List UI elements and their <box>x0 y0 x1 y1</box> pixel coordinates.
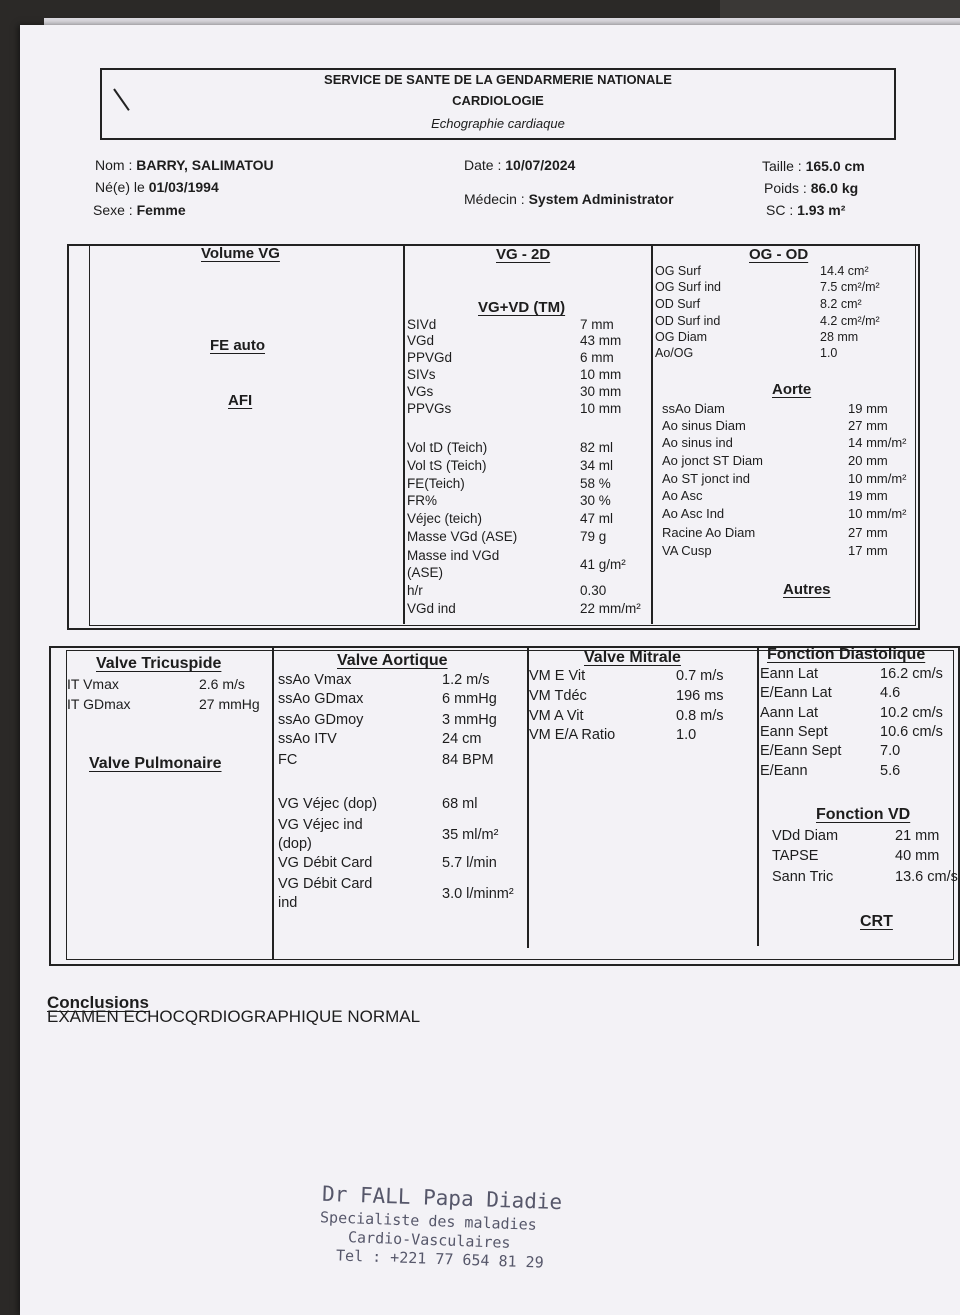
measure-value: 2.6 m/s <box>199 676 245 692</box>
measure-value: 16.2 cm/s <box>880 666 943 682</box>
measure-value: 5.6 <box>880 763 901 779</box>
measure-label: VG Débit Card <box>278 876 373 892</box>
header-exam-type: Echographie cardiaque <box>431 116 565 131</box>
measure-label-cont: ind <box>278 895 298 911</box>
measure-label: FR% <box>407 493 437 508</box>
measure-label: Véjec (teich) <box>407 511 483 526</box>
measure-label: VGd <box>407 333 435 348</box>
section-subtitle-vg-vd-tm: VG+VD (TM) <box>478 299 566 316</box>
measure-label: Ao jonct ST Diam <box>662 453 763 468</box>
measure-value: 14.4 cm² <box>820 264 869 278</box>
section-title-crt: CRT <box>860 913 893 930</box>
measure-label: VM Tdéc <box>529 688 587 704</box>
measure-value: 19 mm <box>848 401 888 416</box>
measure-label: ssAo GDmoy <box>278 712 364 728</box>
measure-label: PPVGs <box>407 401 452 416</box>
measure-value: 27 mm <box>848 418 888 433</box>
measure-label: Vol tD (Teich) <box>407 440 488 455</box>
measure-label: E/Eann <box>760 763 808 779</box>
measure-value: 4.2 cm²/m² <box>820 314 880 328</box>
conclusions-text: EXAMEN ECHOCQRDIOGRAPHIQUE NORMAL <box>47 1007 421 1026</box>
measure-label: Ao Asc Ind <box>662 506 725 521</box>
measure-label: ssAo Diam <box>662 401 725 416</box>
measure-value: 47 ml <box>580 511 614 526</box>
measure-label: VM E/A Ratio <box>529 727 616 743</box>
measure-label: OD Surf <box>655 297 701 311</box>
measure-value: 1.2 m/s <box>442 672 490 688</box>
measure-value: 30 % <box>580 493 611 508</box>
measure-value: 35 ml/m² <box>442 826 499 843</box>
section-title-valve-tricuspide: Valve Tricuspide <box>96 655 222 672</box>
measure-value: 30 mm <box>580 384 622 399</box>
measure-label: FC <box>278 752 298 768</box>
measure-value: 27 mm <box>848 525 888 540</box>
section-title-volume-vg: Volume VG <box>201 245 280 262</box>
measure-value: 21 mm <box>895 828 940 844</box>
section-title-fonction-diastolique: Fonction Diastolique <box>767 646 926 663</box>
section-title-aorte: Aorte <box>772 381 812 398</box>
measure-label: ssAo GDmax <box>278 691 364 707</box>
measure-value: 8.2 cm² <box>820 297 862 311</box>
measure-value: 82 ml <box>580 440 614 455</box>
measure-value: 10 mm <box>580 367 622 382</box>
measure-value: 10 mm <box>580 401 622 416</box>
measure-label: VGd ind <box>407 601 456 616</box>
measure-label: E/Eann Sept <box>760 743 842 759</box>
measure-value: 19 mm <box>848 488 888 503</box>
measure-label: PPVGd <box>407 350 453 365</box>
measure-value: 17 mm <box>848 543 888 558</box>
measure-label: OD Surf ind <box>655 314 721 328</box>
measure-label: h/r <box>407 583 423 598</box>
patient-birthdate: Né(e) le 01/03/1994 <box>95 179 219 195</box>
measure-value: 10 mm/m² <box>848 506 907 521</box>
measure-label: IT GDmax <box>67 696 131 712</box>
measure-label: IT Vmax <box>67 676 119 692</box>
measure-label: VG Véjec ind <box>278 817 363 833</box>
header-service: SERVICE DE SANTE DE LA GENDARMERIE NATIONALE <box>324 72 672 87</box>
measure-label: Ao sinus Diam <box>662 418 746 433</box>
section-title-fonction-vd: Fonction VD <box>816 806 911 823</box>
measure-label: Masse VGd (ASE) <box>407 529 518 544</box>
measure-value: 40 mm <box>895 848 940 864</box>
measure-value: 20 mm <box>848 453 888 468</box>
measure-value: 7.0 <box>880 743 901 759</box>
patient-weight: Poids : 86.0 kg <box>764 180 859 196</box>
measure-value: 43 mm <box>580 333 622 348</box>
measure-value: 0.7 m/s <box>676 668 724 684</box>
measure-label: VDd Diam <box>772 828 839 844</box>
measure-value: 68 ml <box>442 796 478 812</box>
measure-value: 10.2 cm/s <box>880 705 943 721</box>
physician: Médecin : System Administrator <box>464 191 674 207</box>
measure-label: VG Véjec (dop) <box>278 796 378 812</box>
measure-value: 24 cm <box>442 731 482 747</box>
measure-value: 1.0 <box>820 346 838 360</box>
measure-label: VM A Vit <box>529 708 584 724</box>
divider <box>651 246 653 624</box>
measure-label: Ao/OG <box>655 346 694 360</box>
measure-label: Ao Asc <box>662 488 703 503</box>
section-title-valve-aortique: Valve Aortique <box>337 652 448 669</box>
conclusions-title: Conclusions <box>47 993 150 1012</box>
stamp-doctor-name: Dr FALL Papa Diadie <box>321 1181 563 1215</box>
section-title-vg-2d: VG - 2D <box>496 246 551 263</box>
measure-value: 10 mm/m² <box>848 471 907 486</box>
measure-label: Masse ind VGd <box>407 548 500 563</box>
measure-label-cont: (ASE) <box>407 565 444 580</box>
measure-label: Ao ST jonct ind <box>662 471 750 486</box>
measure-label-cont: (dop) <box>278 836 312 852</box>
report-header <box>100 68 896 140</box>
section-title-autres: Autres <box>783 581 831 598</box>
section-title-og-od: OG - OD <box>749 246 809 263</box>
measure-value: 3.0 l/minm² <box>442 885 514 902</box>
measure-value: 0.8 m/s <box>676 708 724 724</box>
patient-sex: Sexe : Femme <box>93 202 186 218</box>
patient-name: Nom : BARRY, SALIMATOU <box>95 157 274 173</box>
exam-date: Date : 10/07/2024 <box>464 157 576 173</box>
measure-value: 84 BPM <box>442 752 494 768</box>
measure-label: Sann Tric <box>772 869 834 885</box>
patient-body-surface: SC : 1.93 m² <box>766 202 846 218</box>
measure-label: Vol tS (Teich) <box>407 458 487 473</box>
patient-height: Taille : 165.0 cm <box>762 158 865 174</box>
measure-value: 14 mm/m² <box>848 435 907 450</box>
measure-value: 6 mm <box>580 350 614 365</box>
measure-label: SIVd <box>407 317 437 332</box>
measure-value: 7.5 cm²/m² <box>820 280 880 294</box>
measure-label: VM E Vit <box>529 668 586 684</box>
header-department: CARDIOLOGIE <box>452 93 544 108</box>
measure-value: 0.30 <box>580 583 607 598</box>
measure-value: 27 mmHg <box>199 696 260 712</box>
measure-value: 4.6 <box>880 685 901 701</box>
measure-label: Ao sinus ind <box>662 435 733 450</box>
measure-label: ssAo Vmax <box>278 672 352 688</box>
measure-label: Eann Lat <box>760 666 819 682</box>
measure-value: 13.6 cm/s <box>895 869 958 885</box>
fe-auto-label: FE auto <box>210 337 265 354</box>
measure-value: 28 mm <box>820 330 859 344</box>
measure-value: 41 g/m² <box>580 556 626 572</box>
measure-label: OG Surf <box>655 264 701 278</box>
stamp-specialty-2: Cardio-Vasculaires <box>347 1228 511 1252</box>
measure-label: OG Diam <box>655 330 708 344</box>
measure-label: Racine Ao Diam <box>662 525 756 540</box>
measure-label: TAPSE <box>772 848 819 864</box>
measure-value: 5.7 l/min <box>442 855 497 871</box>
measure-label: VGs <box>407 384 434 399</box>
section-title-valve-pulmonaire: Valve Pulmonaire <box>89 755 222 772</box>
section-title-valve-mitrale: Valve Mitrale <box>584 649 681 666</box>
measure-value: 7 mm <box>580 317 614 332</box>
divider <box>272 648 274 960</box>
measure-label: OG Surf ind <box>655 280 721 294</box>
stamp-specialty: Specialiste des maladies <box>319 1208 537 1234</box>
afi-label: AFI <box>228 392 253 409</box>
measure-label: SIVs <box>407 367 436 382</box>
measure-value: 79 g <box>580 529 607 544</box>
measure-label: VA Cusp <box>662 543 712 558</box>
stamp-phone: Tel : +221 77 654 81 29 <box>335 1246 544 1272</box>
measure-value: 6 mmHg <box>442 691 497 707</box>
measure-value: 1.0 <box>676 727 697 743</box>
divider <box>403 246 405 624</box>
measure-value: 22 mm/m² <box>580 601 641 616</box>
measure-value: 196 ms <box>676 688 724 704</box>
measure-value: 10.6 cm/s <box>880 724 943 740</box>
measure-label: ssAo ITV <box>278 731 337 747</box>
measure-label: Aann Lat <box>760 705 819 721</box>
measure-value: 58 % <box>580 476 611 491</box>
measure-value: 34 ml <box>580 458 614 473</box>
measure-label: E/Eann Lat <box>760 685 832 701</box>
divider <box>757 648 759 946</box>
measure-label: Eann Sept <box>760 724 828 740</box>
measure-label: VG Débit Card <box>278 855 373 871</box>
measure-label: FE(Teich) <box>407 476 465 491</box>
measure-value: 3 mmHg <box>442 712 497 728</box>
